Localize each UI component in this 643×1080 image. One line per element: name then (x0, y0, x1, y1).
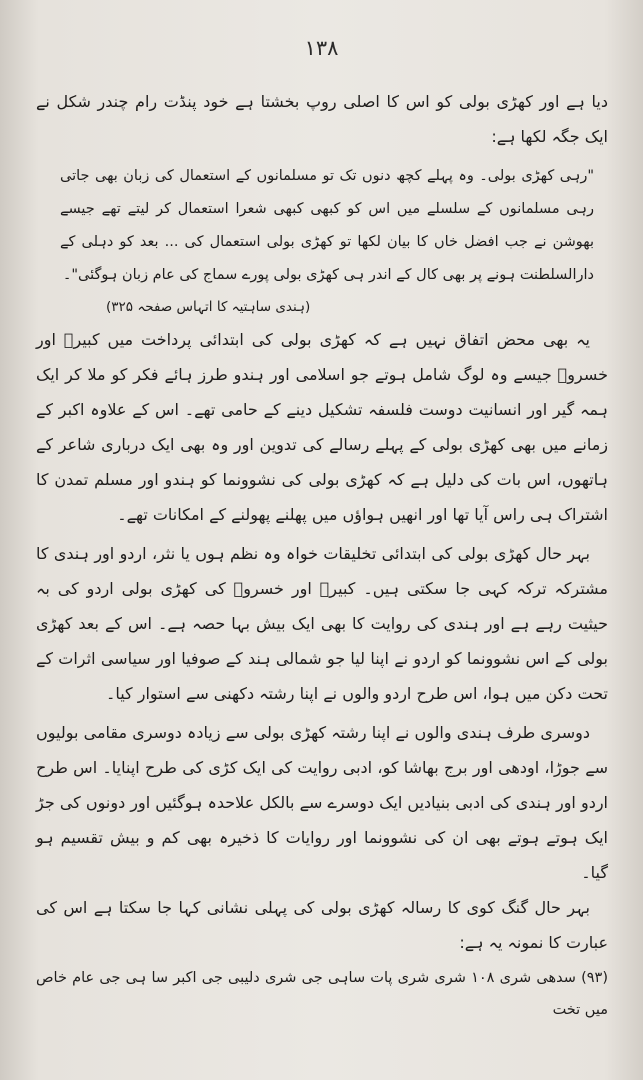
quote-source: (ہندی ساہتیہ کا اتہاس صفحہ ۳۲۵) (106, 299, 311, 315)
paragraph-gang-kavi: بہر حال گنگ کوی کا رسالہ کھڑی بولی کی پہلی نشانی کہا جا سکتا ہے اس کی عبارت کا نمونہ یہ ہے: (36, 898, 608, 952)
block-quote: "رہی کھڑی بولی۔ وہ پہلے کچھ دنوں تک تو مسلمانوں کے استعمال کی زبان بھی جاتی رہی مسلمانوں کے سلسلے میں اس کو کبھی کبھی شعرا استعمال کر لیتے تھے جیسے بھوشن نے جب افضل خاں کا بیان لکھا تو کھڑی بولی استعمال کی ... بعد کو دہلی کے دارالسلطنت ہونے پر بھی کال کے اندر ہی کھڑی بولی پورے سماج کی عام زبان ہوگئی"۔ (60, 168, 594, 283)
paragraph-shared-heritage: بہر حال کھڑی بولی کی ابتدائی تخلیقات خواہ وہ نظم ہوں یا نثر، اردو اور ہندی کا مشترکہ ترکہ کہی جا سکتی ہیں۔ کبیرؔ اور خسروؔ کی کھڑی بولی اردو کی بہ حیثیت رہے ہے اور ہندی کی روایت کا بھی ایک بیش بہا حصہ ہے۔ اس کے بعد کھڑی بولی کے اس نشوونما کو اردو نے اپنا لیا جو شمالی ہند کے صوفیا اور سیاسی اثرات کے تحت دکن میں ہوا، اس طرح اردو والوں نے اپنا رشتہ دکھنی سے استوار کیا۔ (36, 544, 608, 703)
paragraph-hindi-roots: دوسری طرف ہندی والوں نے اپنا رشتہ کھڑی بولی سے زیادہ دوسری مقامی بولیوں سے جوڑا، اودھی اور برج بھاشا کو، ادبی روایت کی ایک کڑی کی طرح اپنایا۔ اس طرح اردو اور ہندی کی ادبی بنیادیں ایک دوسرے سے بالکل علاحدہ ہوگئیں اور دونوں کی جڑ ایک ہوتے ہوتے بھی ان کی نشوونما اور روایات کا ذخیرہ بھی کم و بیش تقسیم ہو گیا۔ (36, 723, 608, 882)
paragraph-kabir-khusro: یہ بھی محض اتفاق نہیں ہے کہ کھڑی بولی کی ابتدائی پرداخت میں کبیرؔ اور خسروؔ جیسے وہ لوگ شامل ہوتے جو اسلامی اور ہندو طرز ہائے فکر کو ملا کر ایک ہمہ گیر اور انسانیت دوست فلسفہ تشکیل دینے کے حامی تھے۔ اس کے علاوہ اکبر کے زمانے میں بھی کھڑی بولی کے پہلے رسالے کی تدوین اور وہ بھی ایک درباری شاعر کے ہاتھوں، اس بات کی دلیل ہے کہ کھڑی بولی کی نشوونما کو ہندو اور مسلم تمدن کا اشتراک ہی راس آیا تھا اور انھیں ہواؤں میں پھلنے پھولنے کے امکانات تھے۔ (36, 330, 608, 524)
page-body (36, 84, 608, 1026)
page-number: ۱۳۸ (304, 36, 339, 60)
intro-paragraph: دیا ہے اور کھڑی بولی کو اس کا اصلی روپ بخشتا ہے خود پنڈت رام چندر شکل نے ایک جگہ لکھا ہے: (36, 92, 608, 146)
sample-excerpt: (۹۳) سدھی شری ۱۰۸ شری شری پات ساہی جی شری دلیبی جی اکبر سا ہی جی عام خاص میں تخت (36, 970, 608, 1018)
